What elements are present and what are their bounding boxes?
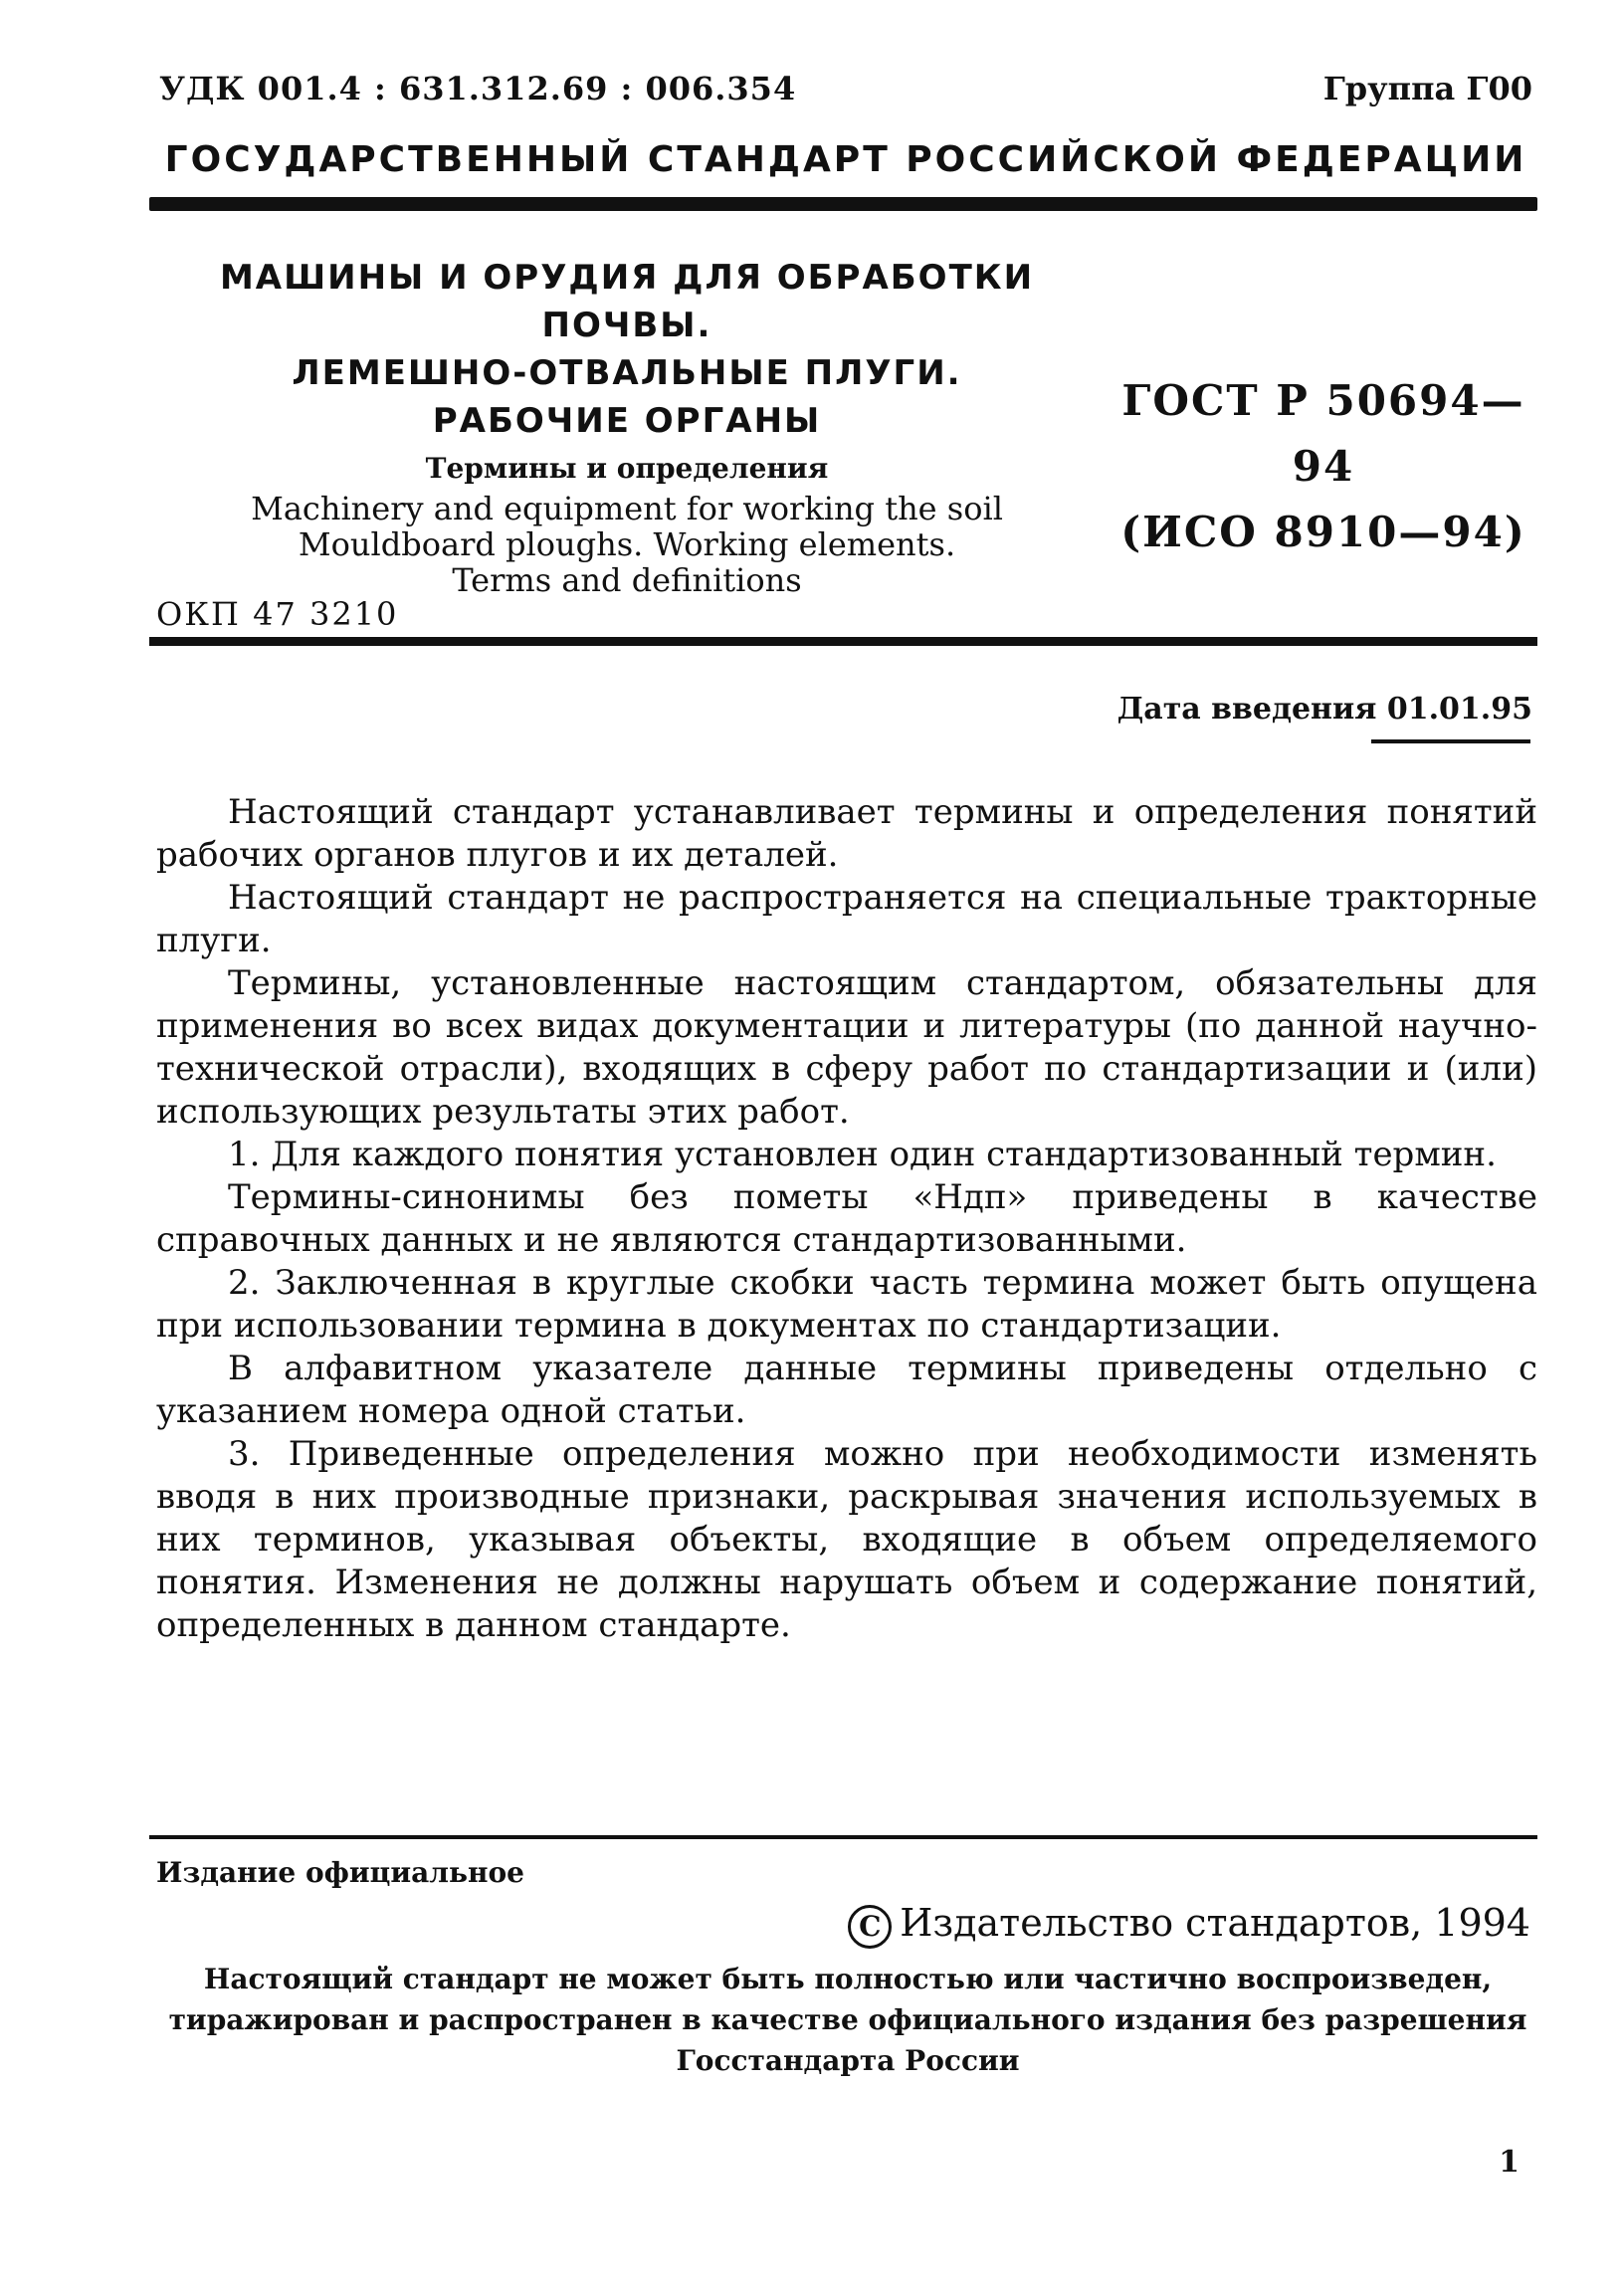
body-paragraph: Настоящий стандарт устанавливает термины и определения понятий рабочих органов плугов и их деталей. [156,792,1537,875]
title-block [159,254,1095,598]
reproduction-notice: Настоящий стандарт не может быть полностью или частично воспроизведен, тиражирован и распространен в качестве официального издания без разрешения Госстандарта России [168,1963,1527,2077]
title-en-line-1: Machinery and equipment for working the soil [251,490,1003,527]
group-code: Группа Г00 [1322,70,1532,107]
body-paragraph: В алфавитном указателе данные термины приведены отдельно с указанием номера одной статьи. [156,1349,1537,1431]
copyright-line [848,1901,1530,1949]
header-row [159,62,1532,111]
body-paragraph: Термины-синонимы без пометы «Ндп» приведены в качестве справочных данных и не являются стандартизованными. [156,1177,1537,1260]
title-line-1: МАШИНЫ И ОРУДИЯ ДЛЯ ОБРАБОТКИ ПОЧВЫ. [219,258,1035,345]
title-line-3: РАБОЧИЕ ОРГАНЫ [432,401,822,441]
footer-divider [149,1835,1537,1839]
okp-code: ОКП 47 3210 [156,595,399,633]
title-subtitle: Термины и определения [425,452,829,485]
iso-number: (ИСО 8910—94) [1120,508,1526,556]
state-standard-heading: ГОСУДАРСТВЕННЫЙ СТАНДАРТ РОССИЙСКОЙ ФЕДЕРАЦИИ [164,139,1527,180]
copyright-icon: C [848,1905,892,1949]
body-paragraph: Термины, установленные настоящим стандартом, обязательны для применения во всех видах документации и литературы (по данной научно-технической отрасли), входящих в сферу работ по стандартизации и (или) использующих результаты этих работ. [156,963,1537,1132]
edition-label: Издание официальное [156,1856,524,1889]
title-line-2: ЛЕМЕШНО-ОТВАЛЬНЫЕ ПЛУГИ. [292,353,962,393]
body-paragraph: 1. Для каждого понятия установлен один стандартизованный термин. [228,1135,1497,1174]
title-en-line-2: Mouldboard ploughs. Working elements. [298,525,956,563]
date-underline [1371,739,1530,743]
udk-code: УДК 001.4 : 631.312.69 : 006.354 [159,70,797,107]
body-paragraph: Настоящий стандарт не распространяется на специальные тракторные плуги. [156,878,1537,960]
middle-divider [149,637,1537,646]
body-paragraph: 2. Заключенная в круглые скобки часть термина может быть опущена при использовании термина в документах по стандартизации. [156,1263,1537,1346]
title-en-line-3: Terms and definitions [452,561,802,599]
gost-number: ГОСТ Р 50694—94 [1121,376,1525,491]
copyright-text: Издательство стандартов, 1994 [900,1901,1530,1945]
top-thick-divider [149,197,1537,211]
body-text [156,791,1537,1647]
standard-designation [1105,368,1542,565]
body-paragraph: 3. Приведенные определения можно при необходимости изменять вводя в них производные признаки, раскрывая значения используемых в них терминов, указывая объекты, входящие в объем определяемого понятия. Изменения не должны нарушать объем и содержание понятий, определенных в данном стандарте. [156,1434,1537,1645]
page-number: 1 [1499,2145,1520,2180]
date-of-introduction: Дата введения 01.01.95 [1116,692,1532,727]
